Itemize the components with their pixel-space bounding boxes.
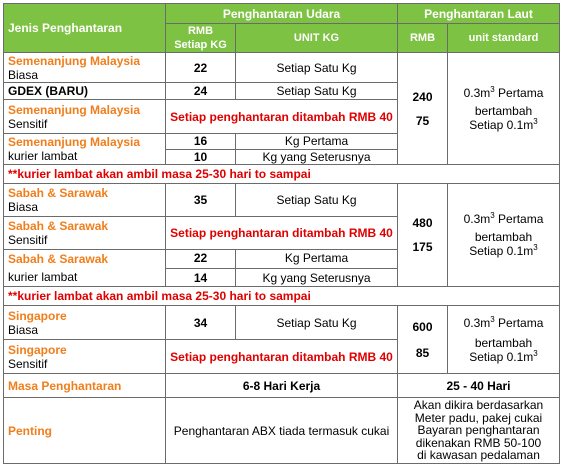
region-name: Singapore [8, 308, 67, 323]
header-air: Penghantaran Udara [166, 4, 398, 24]
rate-first: 16 [166, 134, 235, 150]
superscript: 3 [533, 348, 538, 358]
unit-next: Kg yang Seterusnya [262, 150, 371, 164]
sea-unit-first-tail: Pertama [494, 212, 544, 226]
row-label [4, 306, 166, 340]
region-name: Sabah & Sarawak [8, 219, 109, 233]
region-name: GDEX (BARU) [4, 83, 166, 100]
region-name: Singapore [8, 342, 67, 357]
surcharge-note: Setiap penghantaran ditambah RMB 40 [166, 217, 398, 250]
shipping-type: Biasa [8, 200, 39, 214]
sea-unit-first: 0.3m [463, 315, 491, 330]
sea-rmb-cell [398, 306, 448, 374]
row-label [4, 100, 166, 134]
delivery-note: **kurier lambat akan ambil masa 25-30 hari to sampai [4, 287, 560, 306]
air-important-note: Penghantaran ABX tiada termasuk cukai [166, 398, 398, 464]
shipping-type: kurier lambat [8, 149, 78, 163]
sea-unit-cell [448, 53, 560, 165]
unit-first: Kg Pertama [236, 134, 397, 150]
row-label [4, 250, 166, 287]
air-unit [236, 134, 398, 165]
shipping-type: kurier lambat [8, 270, 78, 284]
sea-note-line: Akan dikira berdasarkan [413, 398, 544, 413]
sea-unit-next: Setiap 0.1m [469, 117, 534, 132]
sea-rmb-first: 600 [412, 319, 433, 334]
sea-unit-first-tail: Pertama [494, 315, 544, 330]
rate-first: 22 [166, 251, 235, 269]
shipping-rates-table [3, 3, 560, 464]
superscript: 3 [490, 211, 495, 220]
header-sea: Penghantaran Laut [398, 4, 560, 24]
superscript: 3 [533, 116, 538, 126]
air-unit: Setiap Satu Kg [236, 53, 398, 83]
rate-next: 10 [193, 150, 208, 164]
sea-note-line: di kawasan pedalaman [417, 448, 540, 463]
row-label [4, 184, 166, 217]
air-rate: 22 [166, 53, 236, 83]
sea-unit-first: 0.3m [463, 212, 491, 226]
superscript: 3 [490, 314, 495, 324]
sea-delivery-time: 25 - 40 Hari [398, 374, 560, 398]
surcharge-note: Setiap penghantaran ditambah RMB 40 [166, 100, 398, 134]
header-air-unit: UNIT KG [236, 24, 398, 53]
rate-next: 14 [193, 271, 208, 285]
air-rate: 34 [166, 306, 236, 340]
sea-note-line: Meter padu, pakej cukai [414, 410, 543, 425]
unit-next: Kg yang Seterusnya [262, 271, 371, 285]
shipping-type: Sensitif [8, 356, 48, 371]
sea-rmb-cell [398, 184, 448, 287]
sea-rmb-cell [398, 53, 448, 165]
header-sea-rmb: RMB [398, 24, 448, 53]
unit-first: Kg Pertama [236, 251, 397, 269]
region-name: Sabah & Sarawak [8, 252, 109, 266]
row-label [4, 134, 166, 165]
region-name: Semenanjung Malaysia [8, 102, 141, 117]
air-rate: 24 [166, 83, 236, 100]
sea-unit-extra: bertambah [474, 103, 533, 118]
air-rate: 35 [166, 184, 236, 217]
sea-rmb-next: 75 [415, 113, 430, 128]
delivery-time-label: Masa Penghantaran [4, 374, 166, 398]
shipping-type: Sensitif [8, 116, 48, 131]
air-rate [166, 250, 236, 287]
sea-note-line: dikenakan RMB 50-100 [415, 435, 542, 450]
air-unit: Setiap Satu Kg [236, 306, 398, 340]
sea-unit-extra: bertambah [474, 230, 533, 244]
sea-unit-cell [448, 184, 560, 287]
sea-rmb-first: 480 [412, 216, 433, 230]
row-label [4, 53, 166, 83]
header-sea-unit: unit standard [448, 24, 560, 53]
sea-rmb-next: 85 [415, 345, 430, 360]
sea-unit-extra: bertambah [474, 335, 533, 350]
region-name: Semenanjung Malaysia [8, 135, 141, 149]
row-label [4, 340, 166, 374]
superscript: 3 [490, 84, 495, 94]
shipping-type: Biasa [8, 322, 39, 337]
region-name: Sabah & Sarawak [8, 186, 109, 200]
air-delivery-time: 6-8 Hari Kerja [166, 374, 398, 398]
delivery-note: **kurier lambat akan ambil masa 25-30 hari to sampai [4, 165, 560, 184]
sea-note-line: Bayaran penghantaran [417, 423, 540, 438]
sea-unit-next: Setiap 0.1m [469, 349, 534, 364]
superscript: 3 [533, 243, 538, 252]
sea-important-note [398, 398, 560, 464]
sea-rmb-first: 240 [412, 89, 433, 104]
sea-unit-first: 0.3m [463, 85, 491, 100]
header-type: Jenis Penghantaran [4, 4, 166, 53]
air-unit: Setiap Satu Kg [236, 83, 398, 100]
sea-unit-cell [448, 306, 560, 374]
header-air-rmb: RMB Setiap KG [166, 24, 236, 53]
sea-unit-first-tail: Pertama [494, 85, 544, 100]
air-unit [236, 250, 398, 287]
region-name: Semenanjung Malaysia [8, 53, 141, 68]
air-unit: Setiap Satu Kg [236, 184, 398, 217]
shipping-type: Sensitif [8, 233, 48, 247]
row-label [4, 217, 166, 250]
shipping-type: Biasa [8, 67, 39, 82]
surcharge-note: Setiap penghantaran ditambah RMB 40 [166, 340, 398, 374]
air-rate [166, 134, 236, 165]
sea-unit-next: Setiap 0.1m [469, 244, 534, 258]
sea-rmb-next: 175 [412, 240, 433, 254]
important-label: Penting [4, 398, 166, 464]
